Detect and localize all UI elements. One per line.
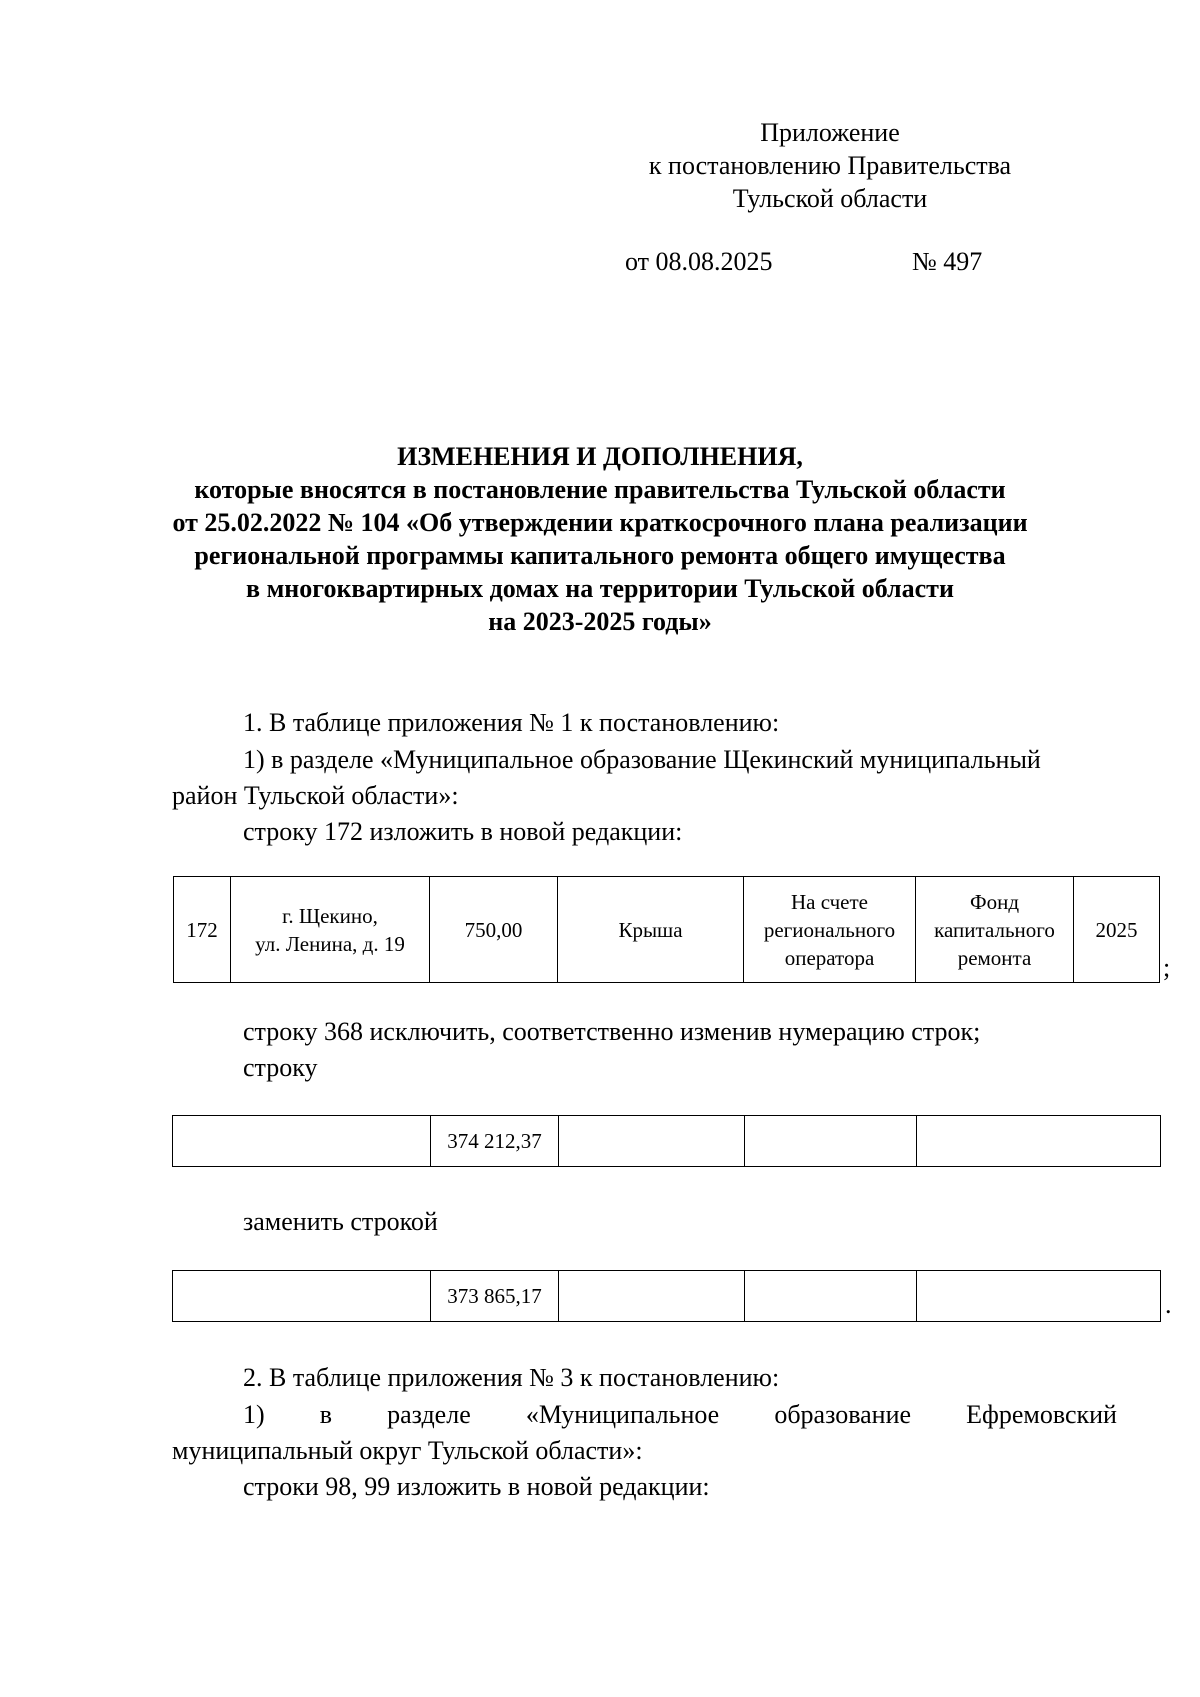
title-line-2: которые вносятся в постановление правительства Тульской области	[194, 475, 1006, 504]
delete-row-instruction: строку 368 исключить, соответственно изменив нумерацию строк;	[243, 1017, 981, 1046]
replace-with-label: заменить строкой	[243, 1207, 438, 1236]
section2-subsection	[243, 1397, 1117, 1433]
account-cell	[744, 877, 916, 983]
section1-instruction: строку 172 изложить в новой редакции:	[243, 817, 683, 846]
total-old-table	[172, 1115, 1161, 1167]
section2-word: 1)	[243, 1400, 265, 1429]
section1-subsection: 1) в разделе «Муниципальное образование Щекинский муниципальный	[243, 745, 1041, 774]
appendix-region: Тульской области	[732, 184, 928, 213]
row-172-table	[173, 876, 1160, 983]
empty-cell	[917, 1271, 1161, 1322]
resolution-number: № 497	[912, 247, 983, 276]
empty-cell	[173, 1116, 431, 1167]
account-line-3: оператора	[784, 945, 875, 970]
section2-heading: 2. В таблице приложения № 3 к постановлению:	[243, 1363, 780, 1392]
title-line-3: от 25.02.2022 № 104 «Об утверждении краткосрочного плана реализации	[172, 508, 1028, 537]
fund-line-3: ремонта	[957, 945, 1032, 970]
account-line-2: регионального	[763, 917, 896, 942]
account-line-1: На счете	[790, 889, 869, 914]
total-old-cell: 374 212,37	[431, 1116, 559, 1167]
cost-cell: 750,00	[430, 877, 558, 983]
fund-line-1: Фонд	[969, 889, 1019, 914]
resolution-date: от 08.08.2025	[625, 247, 773, 276]
appendix-resolution: к постановлению Правительства	[648, 151, 1012, 180]
work-type-cell: Крыша	[558, 877, 744, 983]
title-line-6: на 2023-2025 годы»	[488, 607, 712, 636]
total-new-cell: 373 865,17	[431, 1271, 559, 1322]
empty-cell	[173, 1271, 431, 1322]
year-cell: 2025	[1074, 877, 1160, 983]
fund-cell	[916, 877, 1074, 983]
address-street: ул. Ленина, д. 19	[255, 931, 405, 956]
appendix-label: Приложение	[760, 118, 900, 147]
section2-word: «Муниципальное	[525, 1400, 720, 1429]
section2-subsection-cont: муниципальный округ Тульской области»:	[172, 1436, 643, 1465]
row-number-cell: 172	[174, 877, 231, 983]
empty-cell	[745, 1116, 917, 1167]
section2-word: образование	[774, 1400, 912, 1429]
empty-cell	[559, 1271, 745, 1322]
table-period: .	[1165, 1290, 1172, 1319]
section2-word: разделе	[387, 1400, 471, 1429]
document-title: ИЗМЕНЕНИЯ И ДОПОЛНЕНИЯ,	[397, 442, 803, 471]
section2-word: в	[319, 1400, 333, 1429]
section1-subsection-cont: район Тульской области»:	[172, 781, 459, 810]
table-row	[173, 1271, 1161, 1322]
address-city: г. Щекино,	[282, 903, 378, 928]
empty-cell	[559, 1116, 745, 1167]
section2-word: Ефремовский	[966, 1400, 1117, 1429]
empty-cell	[745, 1271, 917, 1322]
fund-line-2: капитального	[934, 917, 1055, 942]
address-cell	[231, 877, 430, 983]
title-line-5: в многоквартирных домах на территории Тульской области	[246, 574, 954, 603]
total-new-table	[172, 1270, 1161, 1322]
table-semicolon: ;	[1163, 953, 1171, 982]
section1-heading: 1. В таблице приложения № 1 к постановлению:	[243, 708, 780, 737]
table-row	[173, 1116, 1161, 1167]
section2-instruction: строки 98, 99 изложить в новой редакции:	[243, 1472, 710, 1501]
table-row	[174, 877, 1160, 983]
replace-row-label: строку	[243, 1053, 318, 1082]
title-line-4: региональной программы капитального ремонта общего имущества	[194, 541, 1006, 570]
empty-cell	[917, 1116, 1161, 1167]
